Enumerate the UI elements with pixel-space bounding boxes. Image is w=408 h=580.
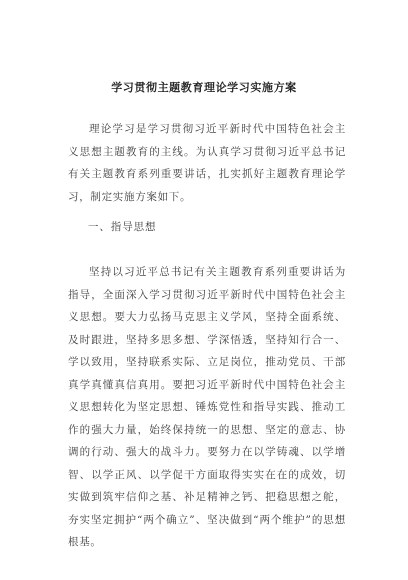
guiding-paragraph: 坚持以习近平总书记有关主题教育系列重要讲话为指导，全面深入学习贯彻习近平新时代中国特色社会主义思想。要大力弘扬马克思主义学风，坚持全面系统、及时跟进，坚持多思多想、学深悟透，坚持知行合一、学以致用，坚持联系实际、立足岗位，推动党员、干部真学真懂真信真用。要把习近平新时代中国特色社会主义思想转化为坚定思想、锤炼党性和指导实践、推动工作的强大力量，始终保持统一的思想、坚定的意志、协调的行动、强大的战斗力。要努力在以学铸魂、以学增智、以学正风、以学促干方面取得实实在在的成效，切实做到筑牢信仰之基、补足精神之钙、把稳思想之舵，夯实坚定拥护“两个确立”、坚决做到“两个维护”的思想根基。	[68, 266, 346, 548]
intro-paragraph: 理论学习是学习贯彻习近平新时代中国特色社会主义思想主题教育的主线。为认真学习贯彻习近平总书记有关主题教育系列重要讲话，扎实抓好主题教育理论学习，制定实施方案如下。	[68, 123, 346, 203]
document-title: 学习贯彻主题教育理论学习实施方案	[111, 81, 297, 94]
section-heading: 一、指导思想	[88, 221, 157, 233]
